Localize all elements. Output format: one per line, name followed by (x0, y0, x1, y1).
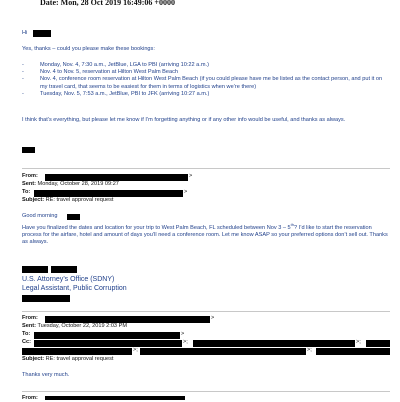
redaction-box (45, 396, 185, 400)
email-from-row (22, 315, 38, 322)
email-subject-row (22, 197, 113, 204)
intro-text: Yes, thanks – could you please make these bookings: (22, 46, 155, 52)
email-from-row (22, 173, 38, 180)
email-body: Have you finalized the dates and location for your trip to West Palm Beach, FL scheduled between Nov 3 – 5th? I’d like to start the reservation process for the airfare, hotel and amount of days you’ll need a conference room. Let me know ASAP so your preferred options don’t sell out. Thanks as always. (22, 222, 388, 246)
redaction-box (22, 295, 70, 302)
subject-value: RE: travel approval request (45, 197, 114, 203)
redaction-box (67, 214, 80, 220)
list-item: - Monday, Nov. 4, 7:30 a.m., JetBlue, LGA to PBI (arriving 10:22 a.m.) (22, 62, 390, 69)
separator (22, 168, 390, 169)
list-item: - Tuesday, Nov. 5, 7:53 a.m., JetBlue, PBI to JFK (arriving 10:27 a.m.) (22, 91, 390, 98)
from-label: From: (22, 173, 38, 179)
email-sent-row (22, 323, 127, 330)
date-line (40, 0, 175, 7)
from-label: From: (22, 315, 38, 321)
email-to-row (22, 189, 30, 196)
list-item: - Nov. 4, conference room reservation at Hilton West Palm Beach (if you could please have me be listed as the contact person, and put it on my travel card, that seems to be easiest for them in terms of logistics when we’re there) (22, 76, 390, 90)
redaction-box (51, 266, 77, 273)
separator (22, 311, 390, 312)
subject-label: Subject: (22, 356, 45, 362)
redaction-box (34, 332, 180, 339)
redaction-box (34, 340, 182, 347)
document-page: Date: Mon, 28 Oct 2019 16:49:06 +0000 Hi Yes, thanks – could you please make these bookings: - Monday, Nov. 4, 7:30 a.m., JetBlue, LGA to PBI (arriving 10:22 a.m.) - Nov. 4 to Nov. 5, reservation at Hilton West Palm Beach - Nov. 4, conference room reservation at Hilton West Palm Beach (if you could please have me be listed as the contact person, and put it on my travel card, that seems to be easiest for them in terms of logistics when we’re there) - Tuesday, Nov. 5, 7:53 a.m., JetBlue, PBI to JFK (arriving 10:27 a.m.) I think that’s everything, but please let me know if I’m forgetting anything or if any other info would be useful, and thanks as always. From: > Sent: Monday, October 28, 2019 09:27 To: > Subject: RE: travel approval request Good morning Have you finalized the dates and location for your trip to West Palm Beach, FL scheduled between Nov 3 – 5th? I’d like to start the reservation process for the airfare, hotel and amount of days you’ll need a conference room. Let me know ASAP so your preferred options don’t sell out. Thanks as always. U.S. Attorney’s Office (SDNY) Legal Assistant, Public Corruption From: > Sent: Tuesday, October 22, 2019 2:03 PM To: > Cc: >; >; >; >; Subject: RE: travel approval request Thanks very much. From: (0, 0, 400, 400)
greeting-line (22, 30, 27, 37)
date-value: Mon, 28 Oct 2019 16:49:06 +0000 (60, 0, 175, 7)
signature-office: U.S. Attorney’s Office (SDNY) (22, 276, 115, 283)
sent-label: Sent: (22, 323, 36, 329)
redaction-box (22, 266, 48, 273)
sent-value: Tuesday, October 22, 2019 2:03 PM (37, 323, 127, 329)
greeting: Good morning (22, 213, 58, 219)
email-body: Thanks very much. (22, 372, 70, 378)
to-label: To: (22, 331, 31, 337)
redaction-box (316, 348, 390, 355)
cc-label: Cc: (22, 339, 32, 345)
sent-value: Monday, October 28, 2019 09:27 (37, 181, 119, 187)
redaction-box (22, 348, 132, 355)
redaction-box (22, 147, 35, 153)
separator (22, 391, 390, 392)
bookings-list (22, 62, 390, 98)
email-to-row (22, 331, 30, 338)
from-label: From: (22, 395, 38, 401)
closing-text: I think that’s everything, but please let me know if I’m forgetting anything or if any other info would be useful, and thanks as always. (22, 117, 346, 123)
subject-label: Subject: (22, 197, 45, 203)
greeting-line (22, 213, 57, 220)
redaction-box (193, 340, 355, 347)
date-label: Date: (40, 0, 59, 7)
to-label: To: (22, 189, 31, 195)
greeting: Hi (22, 30, 28, 36)
email-sent-row (22, 181, 119, 188)
subject-value: RE: travel approval request (45, 356, 114, 362)
redaction-box (45, 174, 188, 181)
redaction-box (140, 348, 306, 355)
email-from-row (22, 395, 38, 402)
redaction-box (33, 30, 51, 37)
email-subject-row (22, 356, 113, 363)
list-item: - Nov. 4 to Nov. 5, reservation at Hilton West Palm Beach (22, 69, 390, 76)
sent-label: Sent: (22, 181, 36, 187)
redaction-box (34, 190, 183, 197)
redaction-box (366, 340, 390, 347)
signature-title: Legal Assistant, Public Corruption (22, 285, 127, 292)
email-cc-row (22, 339, 31, 346)
redaction-box (45, 316, 210, 323)
